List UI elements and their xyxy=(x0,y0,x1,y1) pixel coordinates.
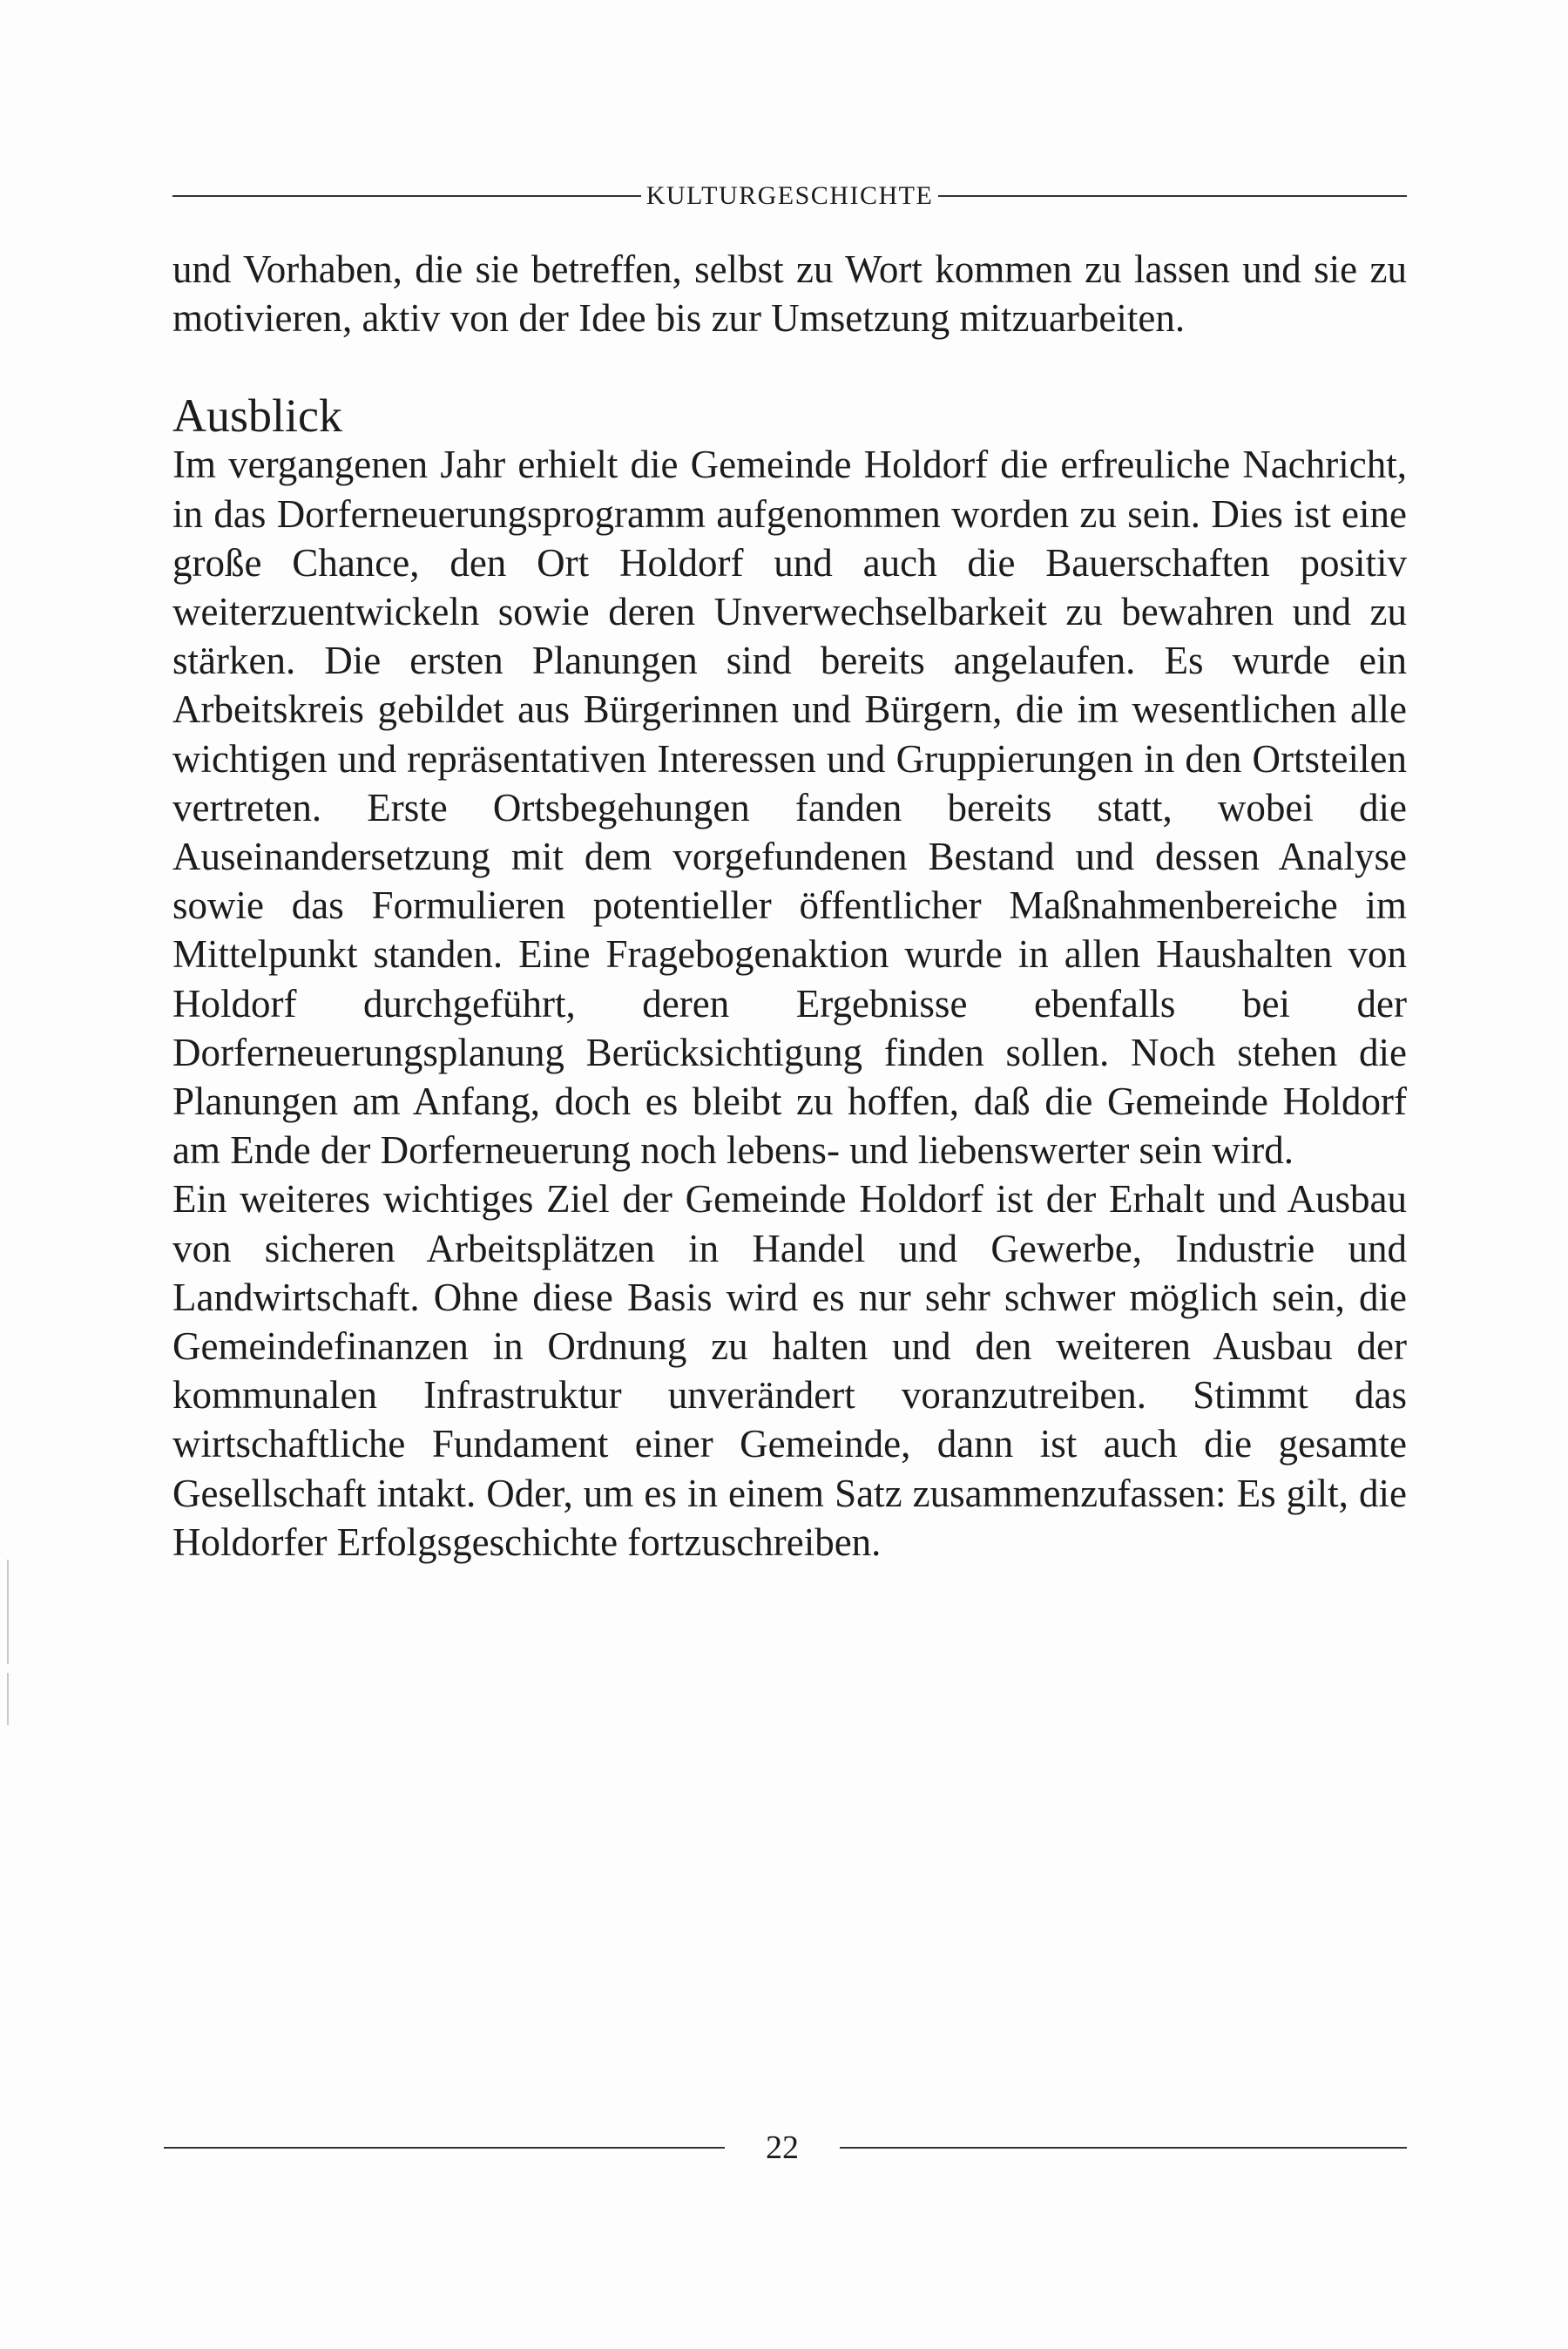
body-paragraph-1: Im vergangenen Jahr erhielt die Gemeinde Holdorf die erfreuliche Nachricht, in das Dorferneuerungsprogramm aufgenommen worden zu sein. Dies ist eine große Chance, den Ort Holdorf und auch die Bauerschaften positiv weiterzuentwickeln sowie deren Unverwechselbarkeit zu bewahren und zu stärken. Die ersten Planungen sind bereits angelaufen. Es wurde ein Arbeitskreis gebildet aus Bürgerinnen und Bürgern, die im wesentlichen alle wichtigen und repräsentativen Interessen und Gruppierungen in den Ortsteilen vertreten. Erste Ortsbegehungen fanden bereits statt, wobei die Auseinandersetzung mit dem vorgefundenen Bestand und dessen Analyse sowie das Formulieren potentieller öffentlicher Maßnahmenbereiche im Mittelpunkt standen. Eine Fragebogenaktion wurde in allen Haushalten von Holdorf durchgeführt, deren Ergebnisse ebenfalls bei der Dorferneuerungsplanung Berücksichtigung finden sollen. Noch stehen die Planungen am Anfang, doch es bleibt zu hoffen, daß die Gemeinde Holdorf am Ende der Dorferneuerung noch lebens- und liebenswerter sein wird. xyxy=(172,443,1407,1173)
page-edge-line-upper xyxy=(7,1560,9,1664)
article-body xyxy=(172,245,1407,1567)
section-heading: Ausblick xyxy=(172,389,342,443)
header-rule-right xyxy=(938,195,1407,197)
running-header xyxy=(172,179,1407,213)
header-rule-left xyxy=(172,195,641,197)
footer-rule-right xyxy=(840,2147,1407,2149)
page-number: 22 xyxy=(766,2129,799,2166)
section-title: KULTURGESCHICHTE xyxy=(645,181,934,210)
body-paragraph-2: Ein weiteres wichtiges Ziel der Gemeinde Holdorf ist der Erhalt und Ausbau von sicheren Arbeitsplätzen in Handel und Gewerbe, Industrie und Landwirtschaft. Ohne diese Basis wird es nur sehr schwer möglich sein, die Gemeindefinanzen in Ordnung zu halten und den weiteren Ausbau der kommunalen Infrastruktur unverändert voranzutreiben. Stimmt das wirtschaftliche Fundament einer Gemeinde, dann ist auch die gesamte Gesellschaft intakt. Oder, um es in einem Satz zusammenzufassen: Es gilt, die Holdorfer Erfolgsgeschichte fortzuschreiben. xyxy=(172,1177,1407,1564)
footer-rule-left xyxy=(164,2147,725,2149)
page-edge-line-lower xyxy=(7,1673,9,1725)
page-footer xyxy=(164,2126,1407,2170)
intro-paragraph: und Vorhaben, die sie betreffen, selbst zu Wort kommen zu lassen und sie zu motivieren, aktiv von der Idee bis zur Umsetzung mitzuarbeiten. xyxy=(172,247,1407,341)
